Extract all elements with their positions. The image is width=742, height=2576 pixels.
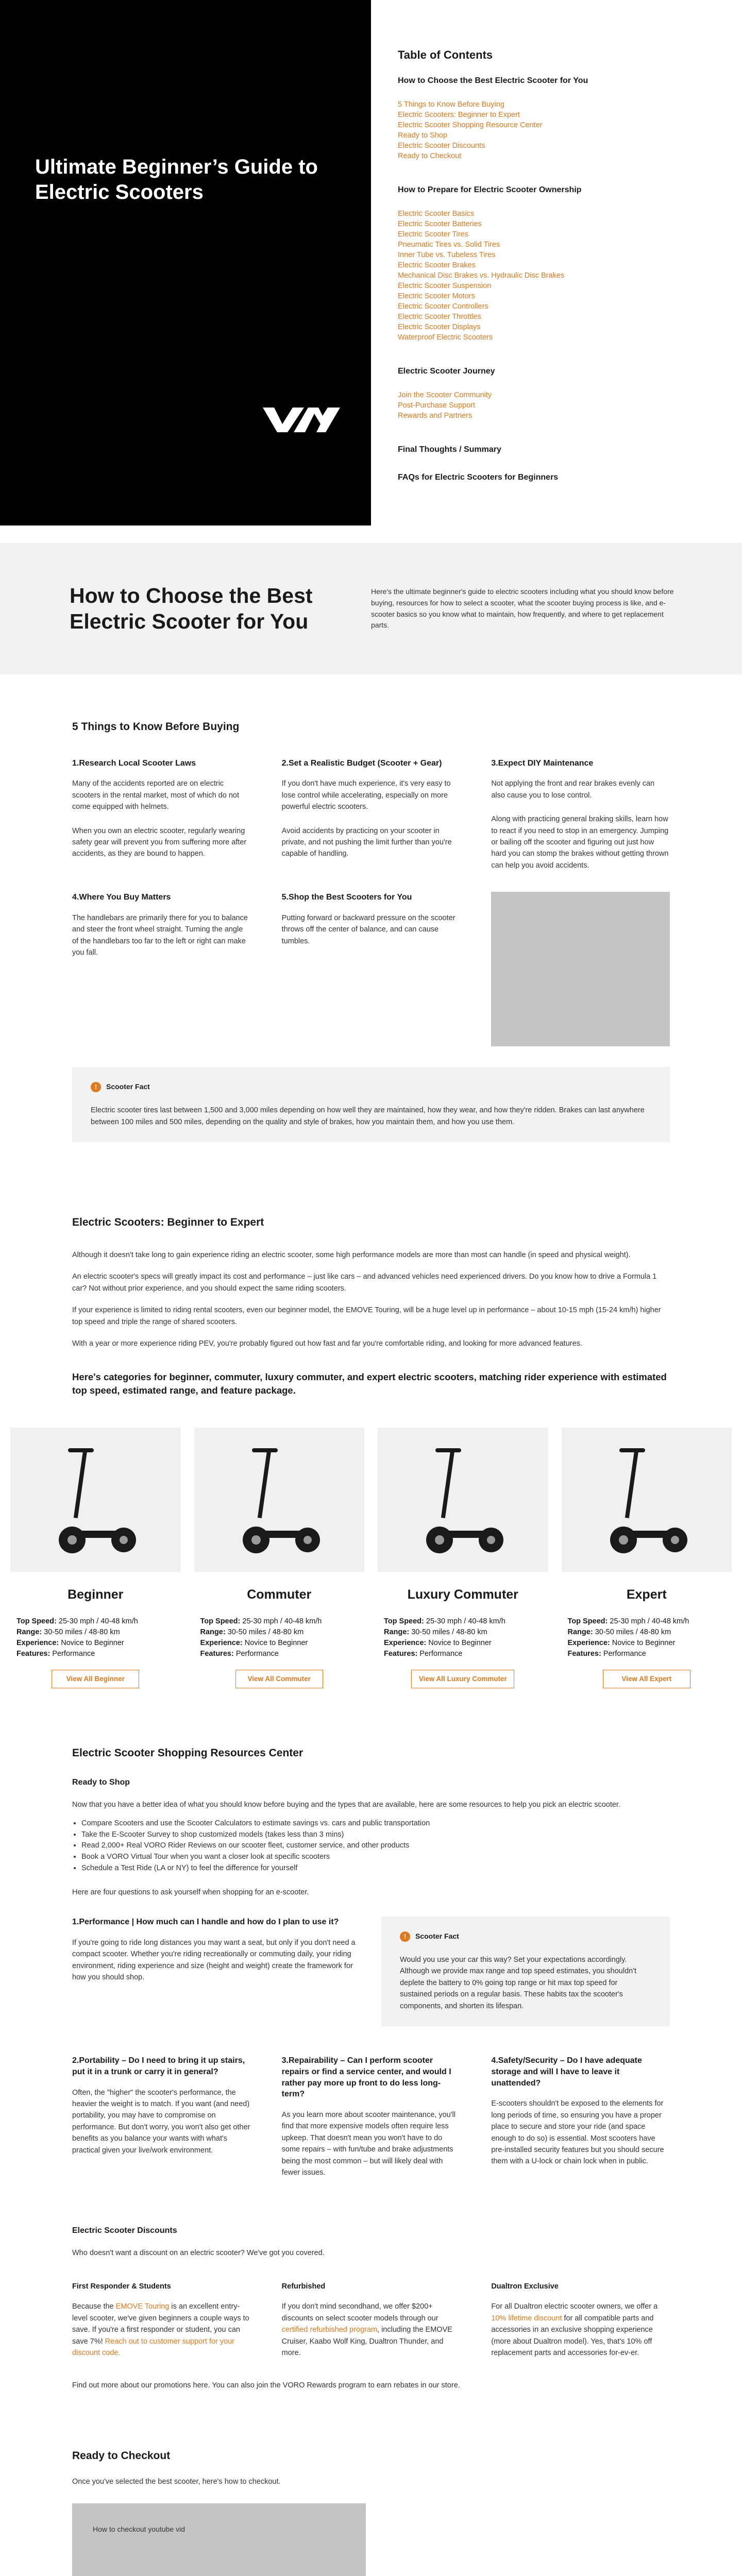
card-text: If you don't have much experience, it's very easy to lose control while accelerating, especially on more powerful electric scooters. — [281, 779, 451, 811]
body-text: Find out more about our promotions here. You can also join the VORO Rewards program to earn rebates in our store. — [72, 2381, 460, 2389]
scooter-icon — [419, 1443, 507, 1556]
info-icon — [91, 1082, 101, 1092]
toc-item[interactable]: Rewards and Partners — [398, 412, 473, 420]
beginner-expert-section — [72, 1142, 670, 1397]
body-text: Who doesn't want a discount on an electric scooter? We've got you covered. — [72, 2249, 325, 2258]
discount-card — [282, 2282, 461, 2359]
view-all-luxury-commuter-button[interactable]: View All Luxury Commuter — [411, 1670, 514, 1688]
card-text: Along with practicing general braking skills, learn how to react if you need to stop in an emergency. Jumping or bailing off the scooter and figuring out just how hard you can stomp the brakes without getting thrown can help you avoid accidents. — [491, 815, 669, 870]
discount-heading: Refurbished — [281, 2282, 326, 2291]
card-text: Putting forward or backward pressure on the scooter throws off the center of balance, and can cause tumbles. — [281, 913, 456, 945]
tip-card — [72, 758, 251, 872]
checkout-section — [72, 2391, 670, 2576]
view-all-expert-button[interactable]: View All Expert — [603, 1670, 690, 1688]
toc-item[interactable]: Ready to Shop — [398, 131, 447, 140]
question-text: E-scooters shouldn't be exposed to the elements for long periods of time, so ensuring you have a proper place to secure and store your ride (and space enough to do so) is essential. Most scooters have pre-installed security features but you should secure them with a U-lock or chain lock when in public. — [491, 2099, 664, 2166]
toc-item[interactable]: Electric Scooter Basics — [398, 210, 475, 218]
question-text: If you're going to ride long distances you may want a seat, but only if you don't need a compact scooter. Whether you're riding recreationally or commuting daily, your riding environment, riding experience and size (height and weight) create the framework for how you should shop. — [72, 1938, 356, 1981]
fact-label: ! Scooter Fact — [400, 1931, 651, 1942]
card-heading: 4.Where You Buy Matters — [72, 893, 171, 902]
card-heading: 2.Set a Realistic Budget (Scooter + Gear) — [281, 758, 442, 768]
category-heading: Here's categories for beginner, commuter, luxury commuter, and expert electric scooters, matching rider experience with estimated top speed, estimated range, and feature package. — [72, 1371, 667, 1396]
product-card — [194, 1428, 365, 1688]
toc-item[interactable]: Electric Scooter Brakes — [398, 261, 476, 269]
choose-intro-band — [0, 543, 742, 674]
table-of-contents — [371, 0, 742, 526]
product-specs: Top Speed: 25-30 mph / 40-48 km/h Range: 30-50 miles / 48-80 km Experience: Novice to Beginner Features: Performance — [384, 1617, 505, 1658]
discount-card — [491, 2282, 670, 2359]
info-icon — [400, 1931, 410, 1942]
checkout-video-placeholder[interactable]: How to checkout youtube vid — [72, 2503, 366, 2576]
product-categories — [0, 1428, 742, 1688]
customer-support-link[interactable]: Reach out to customer support for your discount code. — [72, 2337, 235, 2358]
scooter-icon — [235, 1443, 323, 1556]
subsection-heading: Ready to Shop — [72, 1777, 130, 1787]
question-text: Often, the "higher" the scooter's performance, the heavier the weight is to match. If you want (and need) portability, you may have to compromise on performance. But don't worry, you won't also get other benefits as you balance your wants with what's practical given your live/work environment. — [72, 2088, 250, 2155]
image-placeholder — [491, 892, 670, 1046]
question-block — [282, 2055, 461, 2178]
discount-heading: Dualtron Exclusive — [491, 2282, 559, 2291]
subsection-heading: Electric Scooter Discounts — [72, 2226, 177, 2235]
toc-item[interactable]: Electric Scooter Displays — [398, 323, 481, 331]
product-name: Expert — [626, 1587, 667, 1602]
discount-text: Because the EMOVE Touring is an excellent entry-level scooter, we've given beginners a couple ways to save. If you're a first responder or student, you can save 7%! Reach out to customer support for your discount code. — [72, 2302, 249, 2358]
scooter-image — [10, 1428, 181, 1572]
discount-text: If you don't mind secondhand, we offer $200+ discounts on select scooter models through our certified refurbished program, including the EMOVE Cruiser, Kaabo Wolf King, Dualtron Thunder, and more. — [281, 2302, 452, 2358]
discounts-section — [72, 2199, 670, 2391]
toc-section-heading[interactable]: How to Choose the Best Electric Scooter for You — [398, 76, 588, 85]
toc-list — [398, 209, 706, 343]
scooter-image — [194, 1428, 365, 1572]
question-heading: 1.Performance | How much can I handle and how do I plan to use it? — [72, 1918, 339, 1926]
tip-card — [491, 758, 670, 872]
view-all-beginner-button[interactable]: View All Beginner — [52, 1670, 139, 1688]
resource-item[interactable]: • Take the E-Scooter Survey to shop customized models (takes less than 3 mins) — [81, 1829, 670, 1841]
question-block — [72, 1917, 361, 2026]
toc-item[interactable]: Inner Tube vs. Tubeless Tires — [398, 251, 496, 259]
question-heading: 3.Repairability – Can I perform scooter repairs or find a service center, and would I rather pay more up front to do less long-term? — [281, 2056, 451, 2099]
resource-item[interactable]: • Compare Scooters and use the Scooter Calculators to estimate savings vs. cars and public transportation — [81, 1818, 670, 1829]
toc-section-heading[interactable]: How to Prepare for Electric Scooter Ownership — [398, 185, 582, 194]
fact-text: Would you use your car this way? Set your expectations accordingly. Although we provide max range and top speed estimates, you shouldn't deplete the battery to 0% going top range or hit max top speed for sustained periods on a regular basis. These habits tax the scooter's components, and shorten its lifespan. — [400, 1956, 637, 2010]
toc-item[interactable]: Join the Scooter Community — [398, 391, 492, 399]
body-text: Although it doesn't take long to gain experience riding an electric scooter, some high performance models are more than most can handle (in speed and physical weight). — [72, 1250, 631, 1259]
product-specs: Top Speed: 25-30 mph / 40-48 km/h Range: 30-50 miles / 48-80 km Experience: Novice to Beginner Features: Performance — [200, 1617, 322, 1658]
body-text: Now that you have a better idea of what you should know before buying and the types that are available, here are some resources to help you pick an electric scooter. — [72, 1801, 620, 1809]
toc-item[interactable]: Electric Scooter Suspension — [398, 282, 492, 290]
question-heading: 2.Portability – Do I need to bring it up stairs, put it in a trunk or carry it in general? — [72, 2056, 245, 2076]
fact-text: Electric scooter tires last between 1,500 and 3,000 miles depending on how well they are maintained, how they wear, and how they're ridden. Brakes can last anywhere between 100 miles and 500 miles, depending on the quality and style of brakes, how you maintain them, and how you use them. — [91, 1106, 645, 1126]
card-text: When you own an electric scooter, regularly wearing safety gear will prevent you from suffering more after accidents, as they are bound to happen. — [72, 826, 247, 858]
scooter-fact-callout — [72, 1067, 670, 1142]
section-heading: 5 Things to Know Before Buying — [72, 721, 240, 733]
toc-item[interactable]: Electric Scooter Controllers — [398, 302, 488, 311]
resource-item[interactable]: • Book a VORO Virtual Tour when you want a closer look at specific scooters — [81, 1852, 670, 1863]
toc-title: Table of Contents — [398, 48, 493, 61]
body-text: With a year or more experience riding PEV, you're probably figured out how fast and far you're comfortable riding, and looking for more advanced features. — [72, 1340, 582, 1348]
body-text: Once you've selected the best scooter, here's how to checkout. — [72, 2478, 281, 2486]
section-intro: Here's the ultimate beginner's guide to electric scooters including what you should know before buying, resources for how to select a scooter, what the scooter buying process is like, and e-scooter basics so you know what to maintain, how frequently, and where to get replacement parts. — [371, 587, 674, 630]
body-text: An electric scooter's specs will greatly impact its cost and performance – just like cars – and advanced vehicles need experienced drivers. Do you know how to drive a Formula 1 car? Not without prior experience, and you should expect the same riding scooters. — [72, 1273, 657, 1293]
resource-list — [72, 1818, 670, 1874]
question-heading: 4.Safety/Security – Do I have adequate storage and will I have to leave it unattended? — [491, 2056, 642, 2088]
card-text: The handlebars are primarily there for you to balance and steer the front wheel straight. Turning the angle of the handlebars too far to the left or right can make you fall. — [72, 913, 248, 957]
scooter-icon — [603, 1443, 690, 1556]
five-things-section — [72, 674, 670, 1142]
toc-list — [398, 390, 706, 421]
emove-touring-link[interactable]: EMOVE Touring — [115, 2302, 170, 2311]
toc-item[interactable]: 5 Things to Know Before Buying — [398, 100, 504, 109]
toc-final-link[interactable]: Final Thoughts / Summary — [398, 445, 501, 454]
toc-item[interactable]: Electric Scooter Discounts — [398, 142, 485, 150]
discount-card — [72, 2282, 251, 2359]
section-heading: Electric Scooters: Beginner to Expert — [72, 1216, 264, 1229]
product-card — [10, 1428, 181, 1688]
question-text: As you learn more about scooter maintenance, you'll find that more expensive models often require less upkeep. That doesn't mean you won't have to do some repairs – with fun/tube and brake adjustments being the most common – but will likely deal with fewer issues. — [281, 2110, 456, 2177]
toc-item[interactable]: Waterproof Electric Scooters — [398, 333, 493, 342]
card-text: Many of the accidents reported are on electric scooters in the rental market, most of which do not come equipped with helmets. — [72, 779, 239, 811]
toc-item[interactable]: Electric Scooter Shopping Resource Center — [398, 121, 543, 129]
resource-item[interactable]: • Schedule a Test Ride (LA or NY) to feel the difference for yourself — [81, 1863, 670, 1874]
hero-section — [0, 0, 742, 526]
resource-item[interactable]: • Read 2,000+ Real VORO Rider Reviews on our scooter fleet, customer service, and other products — [81, 1840, 670, 1852]
brand-logo[interactable] — [263, 403, 340, 434]
toc-item[interactable]: Ready to Checkout — [398, 152, 462, 160]
section-heading: Ready to Checkout — [72, 2449, 171, 2462]
product-specs: Top Speed: 25-30 mph / 40-48 km/h Range: 30-50 miles / 48-80 km Experience: Novice to Beginner Features: Performance — [567, 1617, 689, 1658]
card-heading: 5.Shop the Best Scooters for You — [281, 893, 412, 902]
scooter-fact-callout — [381, 1917, 670, 2026]
toc-section-heading[interactable]: Electric Scooter Journey — [398, 367, 495, 376]
card-heading: 1.Research Local Scooter Laws — [72, 758, 196, 768]
body-text: Here are four questions to ask yourself when shopping for an e-scooter. — [72, 1888, 309, 1896]
product-name: Beginner — [68, 1587, 124, 1602]
question-block — [491, 2055, 670, 2178]
toc-item[interactable]: Mechanical Disc Brakes vs. Hydraulic Disc Brakes — [398, 272, 565, 280]
card-text: Avoid accidents by practicing on your scooter in private, and not pushing the limit further than you're capable of handling. — [281, 826, 452, 858]
discount-text: For all Dualtron electric scooter owners, we offer a 10% lifetime discount for all compatible parts and accessories in an exclusive shopping experience (more about Dualtron model). Yes, that's 10% off replacement parts and accessories for-ev-er. — [491, 2302, 658, 2358]
fact-label: ! Scooter Fact — [91, 1081, 651, 1092]
toc-item[interactable]: Electric Scooters: Beginner to Expert — [398, 111, 520, 119]
product-specs: Top Speed: 25-30 mph / 40-48 km/h Range: 30-50 miles / 48-80 km Experience: Novice to Beginner Features: Performance — [16, 1617, 138, 1658]
scooter-icon — [52, 1443, 139, 1556]
card-heading: 3.Expect DIY Maintenance — [491, 758, 594, 768]
toc-item[interactable]: Electric Scooter Motors — [398, 292, 475, 300]
view-all-commuter-button[interactable]: View All Commuter — [235, 1670, 323, 1688]
toc-item[interactable]: Electric Scooter Batteries — [398, 220, 482, 228]
tip-card — [282, 892, 461, 1046]
product-name: Luxury Commuter — [407, 1587, 518, 1602]
tip-card — [282, 758, 461, 872]
toc-item[interactable]: Electric Scooter Tires — [398, 230, 468, 239]
question-block — [72, 2055, 251, 2178]
product-name: Commuter — [247, 1587, 312, 1602]
page-title: Ultimate Beginner’s Guide to Electric Scooters — [35, 156, 318, 204]
toc-list — [398, 99, 706, 161]
product-card — [562, 1428, 732, 1688]
tip-card — [72, 892, 251, 1046]
body-text: If your experience is limited to riding rental scooters, even our beginner model, the EMOVE Touring, will be a huge level up in performance – about 10-15 mph (15-24 km/h) higher top speed and triple the range of shared scooters. — [72, 1306, 661, 1326]
refurbished-program-link[interactable]: certified refurbished program — [281, 2326, 378, 2334]
section-heading: Electric Scooter Shopping Resources Center — [72, 1747, 303, 1759]
hero-banner — [0, 0, 371, 526]
lifetime-discount-link[interactable]: 10% lifetime discount — [491, 2314, 562, 2323]
scooter-image — [562, 1428, 732, 1572]
discount-heading: First Responder & Students — [72, 2282, 171, 2291]
card-text: Not applying the front and rear brakes evenly can also cause you to lose control. — [491, 779, 655, 800]
section-title: How to Choose the Best Electric Scooter for You — [70, 584, 313, 633]
toc-item[interactable]: Electric Scooter Throttles — [398, 313, 481, 321]
scooter-image — [378, 1428, 548, 1572]
shopping-resources-section — [72, 1688, 670, 2178]
product-card — [378, 1428, 548, 1688]
toc-final-link[interactable]: FAQs for Electric Scooters for Beginners — [398, 473, 559, 482]
toc-item[interactable]: Post-Purchase Support — [398, 401, 475, 410]
toc-item[interactable]: Pneumatic Tires vs. Solid Tires — [398, 241, 500, 249]
